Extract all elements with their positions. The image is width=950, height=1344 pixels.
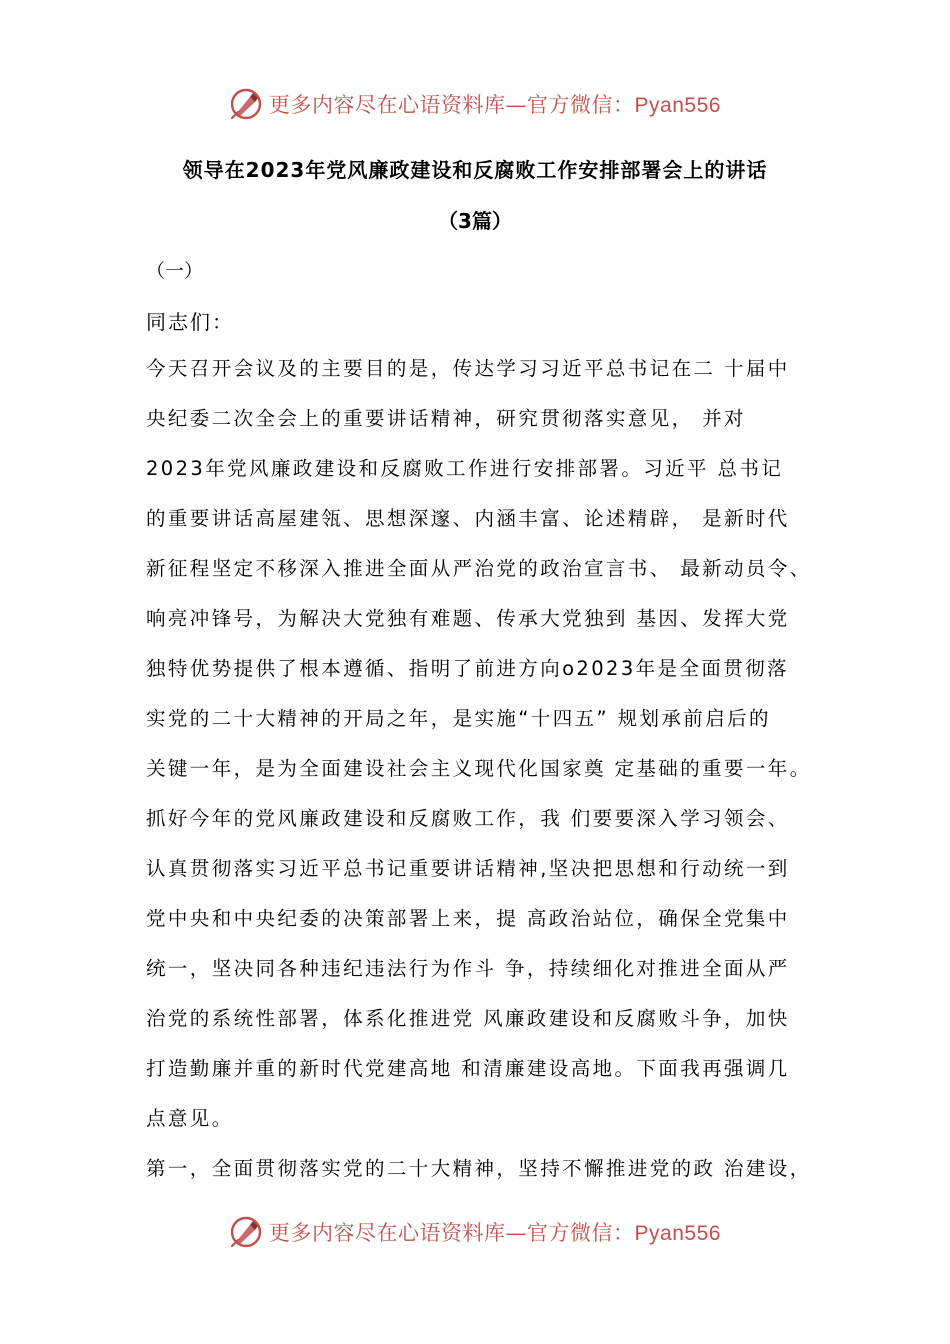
body-line: 第一，全面贯彻落实党的二十大精神，坚持不懈推进党的政 治建设，: [146, 1157, 812, 1180]
watermark-text: 更多内容尽在心语资料库—官方微信：Pyan556: [269, 93, 721, 117]
body-line: 2023年党风廉政建设和反腐败工作进行安排部署。习近平 总书记: [146, 457, 784, 480]
greeting: 同志们：: [146, 310, 234, 334]
body-line: 央纪委二次全会上的重要讲话精神，研究贯彻落实意见， 并对: [146, 407, 746, 430]
body-line: 打造勤廉并重的新时代党建高地 和清廉建设高地。下面我再强调几: [146, 1057, 790, 1080]
speech-body: [146, 354, 836, 1204]
watermark-text: 更多内容尽在心语资料库—官方微信：Pyan556: [269, 1221, 721, 1245]
body-line: 抓好今年的党风廉政建设和反腐败工作，我 们要要深入学习领会、: [146, 807, 790, 830]
body-line: 认真贯彻落实习近平总书记重要讲话精神,坚决把思想和行动统一到: [146, 857, 790, 880]
body-line: 新征程坚定不移深入推进全面从严治党的政治宣言书、 最新动员令、: [146, 557, 812, 580]
body-line: 治党的系统性部署，体系化推进党 风廉政建设和反腐败斗争，加快: [146, 1007, 790, 1030]
body-line: 的重要讲话高屋建瓴、思想深邃、内涵丰富、论述精辟， 是新时代: [146, 507, 790, 530]
watermark-banner-top: [0, 84, 950, 124]
body-line: 今天召开会议及的主要目的是，传达学习习近平总书记在二 十届中: [146, 357, 790, 380]
body-line: 响亮冲锋号，为解决大党独有难题、传承大党独到 基因、发挥大党: [146, 607, 790, 630]
pen-nib-logo-icon: [229, 87, 263, 121]
document-subtitle: （3篇）: [438, 209, 512, 233]
body-line: 关键一年，是为全面建设社会主义现代化国家奠 定基础的重要一年。: [146, 757, 812, 780]
body-line: 党中央和中央纪委的决策部署上来，提 高政治站位，确保全党集中: [146, 907, 790, 930]
body-line: 独特优势提供了根本遵循、指明了前进方向o2023年是全面贯彻落: [146, 657, 789, 680]
wechat-id: Pyan556: [634, 1222, 721, 1245]
body-line: 实党的二十大精神的开局之年，是实施“十四五” 规划承前启后的: [146, 707, 771, 730]
wechat-id: Pyan556: [634, 94, 721, 117]
watermark-banner-bottom: [0, 1212, 950, 1252]
document-title: 领导在2023年党风廉政建设和反腐败工作安排部署会上的讲话: [182, 158, 768, 182]
body-line: 统一，坚决同各种违纪违法行为作斗 争，持续细化对推进全面从严: [146, 957, 790, 980]
section-label: （一）: [146, 260, 204, 282]
pen-nib-logo-icon: [229, 1215, 263, 1249]
body-line: 点意见。: [146, 1107, 234, 1130]
